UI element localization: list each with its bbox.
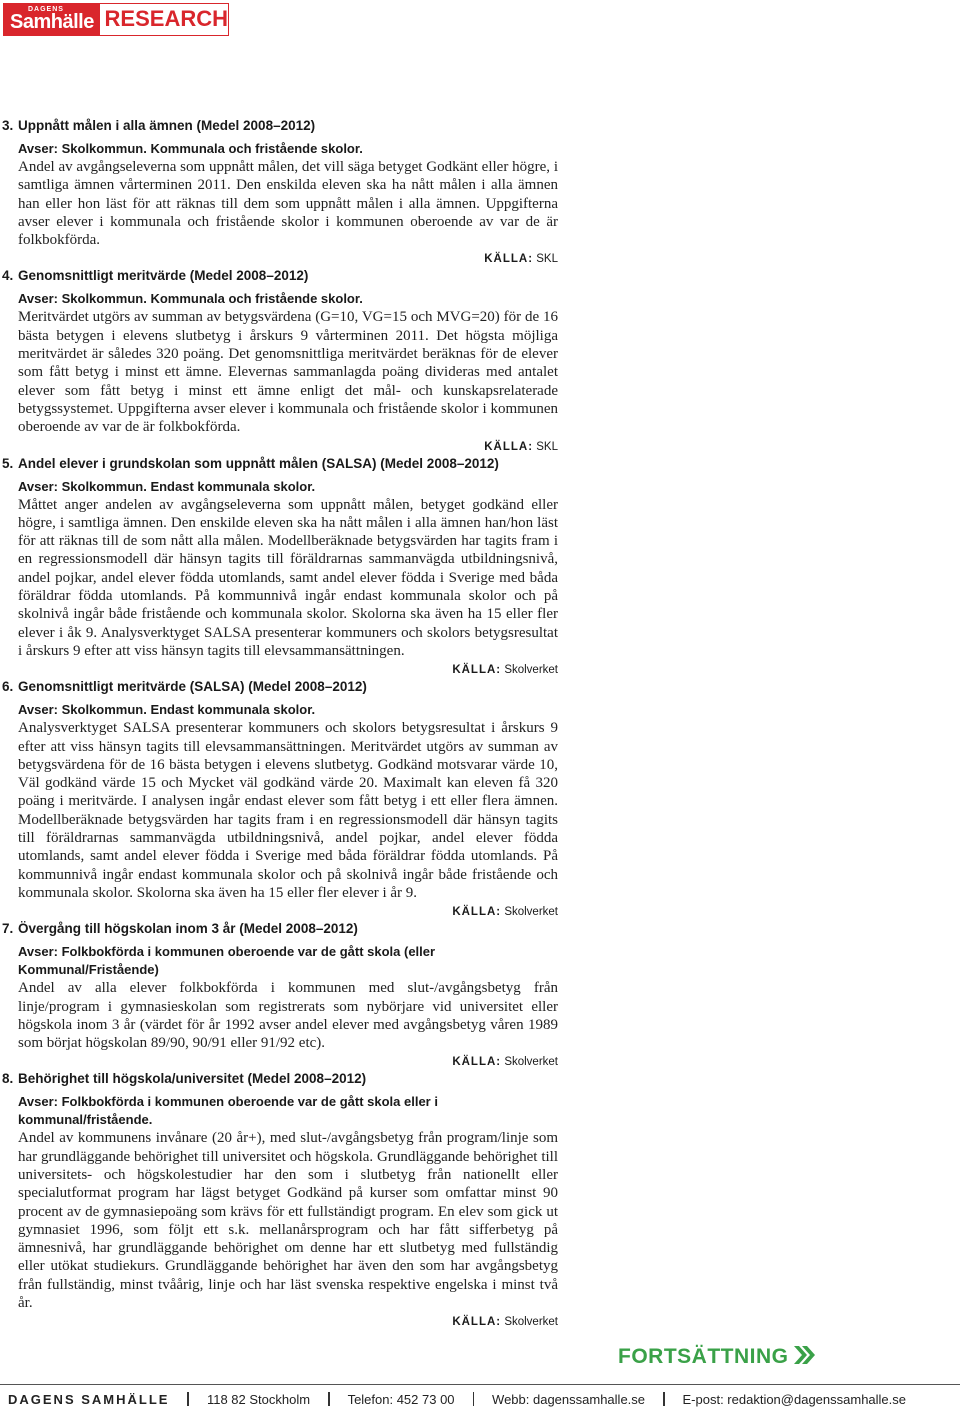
- definition-section-8: [0, 1070, 560, 1330]
- definition-section-4: [0, 267, 560, 454]
- section-body: Andel av alla elever folkbokförda i kommunen med slut-/avgångsbetyg från linje/program i gymnasieskolan som registrerats som nybörjare vid universitet eller högskola inom 3 år (värdet för år 1992 avser andel elever med avgångsbetyg våren 1989 som börjat högskolan 89/90, 90/91 eller 91/92 etc).: [18, 980, 558, 1052]
- source-value: SKL: [536, 440, 558, 453]
- page-footer: [8, 1390, 906, 1408]
- footer-separator: [328, 1392, 330, 1406]
- footer-web: Webb: dagenssamhalle.se: [492, 1391, 646, 1407]
- definition-section-3: [0, 117, 560, 267]
- source-label: KÄLLA:: [452, 1316, 502, 1329]
- section-scope: Avser: Skolkommun. Endast kommunala skolor.: [18, 478, 316, 494]
- footer-separator: [187, 1392, 189, 1406]
- footer-phone: Telefon: 452 73 00: [347, 1391, 455, 1407]
- section-scope: Avser: Folkbokförda i kommunen oberoende var de gått skola eller i kommunal/fristående.: [18, 1094, 438, 1128]
- section-number: 8.: [2, 1071, 14, 1087]
- footer-divider: [0, 1384, 960, 1385]
- definition-section-6: [0, 678, 560, 920]
- footer-separator: [663, 1392, 665, 1406]
- definition-section-7: [0, 920, 560, 1070]
- logo-research-text: RESEARCH: [104, 6, 228, 31]
- section-number: 3.: [2, 118, 14, 133]
- section-scope: Avser: Skolkommun. Endast kommunala skolor.: [18, 702, 316, 718]
- footer-email: E-post: redaktion@dagenssamhalle.se: [682, 1391, 907, 1407]
- section-body: Andel av avgångseleverna som uppnått målen, det vill säga betyget Godkänt eller högre, i samtliga ämnen vårterminen 2011. Den enskilda eleven ska ha nått målen i alla ämnen han eller hon läst för att räknas till dem som uppnått målen i alla ämnen. Uppgifterna avser elever i kommunala och fristående skolor i kommunen oberoende av var de är folkbokförda.: [18, 159, 558, 249]
- source-value: Skolverket: [504, 1056, 558, 1069]
- source-value: SKL: [536, 253, 558, 266]
- continuation-link[interactable]: [618, 1345, 816, 1369]
- source-label: KÄLLA:: [484, 253, 534, 266]
- section-title: Behörighet till högskola/universitet (Medel 2008–2012): [18, 1071, 367, 1087]
- continuation-label: FORTSÄTTNING: [618, 1345, 789, 1368]
- section-body: Måttet anger andelen av avgångseleverna som uppnått målen, betyget godkänd eller högre, i samtliga ämnen. Den enskilde eleven ska ha nått målen i alla ämnen han/hon läst för att räknas till de som nått alla målen. Modellberäknade betygsvärden har tagits fram i en regressionsmodell där hänsyn tagits till föräldrarnas sammanvägda utbildningsnivå, andel pojkar, andel elever födda utomlands, samt andel elever födda i Sverige med båda föräldrar födda utomlands. På kommunnivå ingår endast kommunala skolor och på skolnivå ingår både fristående och kommunala skolor. Skolorna ska även ha 15 eller fler elever i åk 9. Analysverktyget SALSA presenterar kommuners och skolors betygsresultat i årskurs 9 efter att viss hänsyn tagits till elevsammansättningen.: [18, 496, 558, 659]
- section-source: [0, 662, 558, 678]
- section-title: Uppnått målen i alla ämnen (Medel 2008–2012): [18, 118, 316, 133]
- double-chevron-right-icon: [792, 1345, 816, 1365]
- section-title: Genomsnittligt meritvärde (Medel 2008–2012): [18, 268, 309, 284]
- section-scope: Avser: Folkbokförda i kommunen oberoende var de gått skola (eller Kommunal/Fristående): [18, 944, 436, 978]
- source-label: KÄLLA:: [452, 664, 502, 677]
- section-scope: Avser: Skolkommun. Kommunala och fristående skolor.: [18, 291, 363, 307]
- logo-brand-text: Samhälle: [10, 11, 94, 33]
- section-scope: Avser: Skolkommun. Kommunala och fristående skolor.: [18, 141, 363, 156]
- logo-small-text: DAGENS: [28, 6, 64, 13]
- section-source: [0, 1054, 558, 1070]
- source-value: Skolverket: [504, 1316, 558, 1329]
- source-label: KÄLLA:: [452, 1056, 502, 1069]
- section-title: Genomsnittligt meritvärde (SALSA) (Medel 2008–2012): [18, 679, 367, 695]
- section-heading: [0, 678, 560, 696]
- source-value: Skolverket: [504, 906, 558, 919]
- section-title: Övergång till högskolan inom 3 år (Medel 2008–2012): [18, 921, 358, 937]
- brand-logo: [3, 3, 229, 36]
- section-number: 7.: [2, 921, 14, 937]
- section-heading: [0, 455, 560, 473]
- section-number: 5.: [2, 455, 14, 471]
- definitions-list: [0, 117, 560, 1330]
- section-title: Andel elever i grundskolan som uppnått målen (SALSA) (Medel 2008–2012): [18, 455, 499, 471]
- source-value: Skolverket: [504, 664, 558, 677]
- section-source: [0, 904, 558, 920]
- section-source: [0, 251, 558, 267]
- section-body: Andel av kommunens invånare (20 år+), med slut-/avgångsbetyg från program/linje som har grundläggande behörighet till universitet och högskola. Grundläggande behörighet till universitets- och högskolestudier har den som i slutbetyg från nationellt eller specialutformat program har lägst betyget Godkänd på kurser som omfattar minst 90 procent av de gymnasiepoäng som krävs för ett fullständigt program. En elev som gick ut gymnasiet 1996, som följt ett s.k. mellanårsprogram och har fått sifferbetyg på ämnesnivå, har grundläggande behörighet om denne har ett slutbetyg med fullständig eller utökat studiekurs. Grundläggande behörighet har även den som har avgångsbetyg från fullständig, minst tvåårig, linje och har läst svenska respektive engelska i minst två år.: [18, 1130, 558, 1312]
- source-label: KÄLLA:: [484, 440, 534, 453]
- section-number: 4.: [2, 268, 14, 284]
- section-heading: [0, 1070, 560, 1088]
- section-heading: [0, 267, 560, 285]
- section-heading: [0, 920, 560, 938]
- footer-address: 118 82 Stockholm: [206, 1391, 311, 1407]
- footer-brand: DAGENS SAMHÄLLE: [8, 1391, 170, 1407]
- section-source: [0, 1314, 558, 1330]
- section-heading: [0, 117, 560, 135]
- section-body: Meritvärdet utgörs av summan av betygsvärdena (G=10, VG=15 och MVG=20) för de 16 bästa betygen i elevens slutbetyg i årskurs 9 vårterminen 2011. Det högsta möjliga meritvärdet är således 320 poäng. Det genomsnittliga meritvärdet beräknas för de elever som fått betyg i minst ett ämne. Elevernas sammanlagda poäng divideras med antalet elever som fått betyg i minst ett ämne enligt det mål- och kunskapsrelaterade betygssystemet. Uppgifterna avser elever i kommunala och fristående skolor i kommunen oberoende av var de är folkbokförda.: [18, 309, 558, 436]
- section-body: Analysverktyget SALSA presenterar kommuners och skolors betygsresultat i årskurs 9 efter att viss hänsyn tagits till elevsammansättningen. Meritvärdet utgörs av summan av betygsvärdena för de 16 bästa betygen i elevens slutbetyg. Godkänd motsvarar värde 10, Väl godkänd värde 15 och Mycket väl godkänd värde 20. Maximalt kan eleven få 320 poäng i meritvärde. I analysen ingår endast elever som fått betyg i ett eller flera ämnen. Modellberäknade betygsvärden har tagits fram i en regressionsmodell där hänsyn tagits till föräldrarnas sammanvägda utbildningsnivå, andel pojkar, andel elever födda utomlands, samt andel elever födda i Sverige med båda föräldrar födda utomlands. På kommunnivå ingår endast kommunala skolor och på skolnivå ingår både fristående och kommunala skolor. Skolorna ska även ha 15 eller fler elever i år 9.: [18, 720, 558, 901]
- section-source: [0, 439, 558, 455]
- logo-samhalle-block: [4, 4, 100, 35]
- footer-separator: [473, 1392, 475, 1406]
- section-number: 6.: [2, 679, 14, 695]
- source-label: KÄLLA:: [452, 906, 502, 919]
- definition-section-5: [0, 455, 560, 679]
